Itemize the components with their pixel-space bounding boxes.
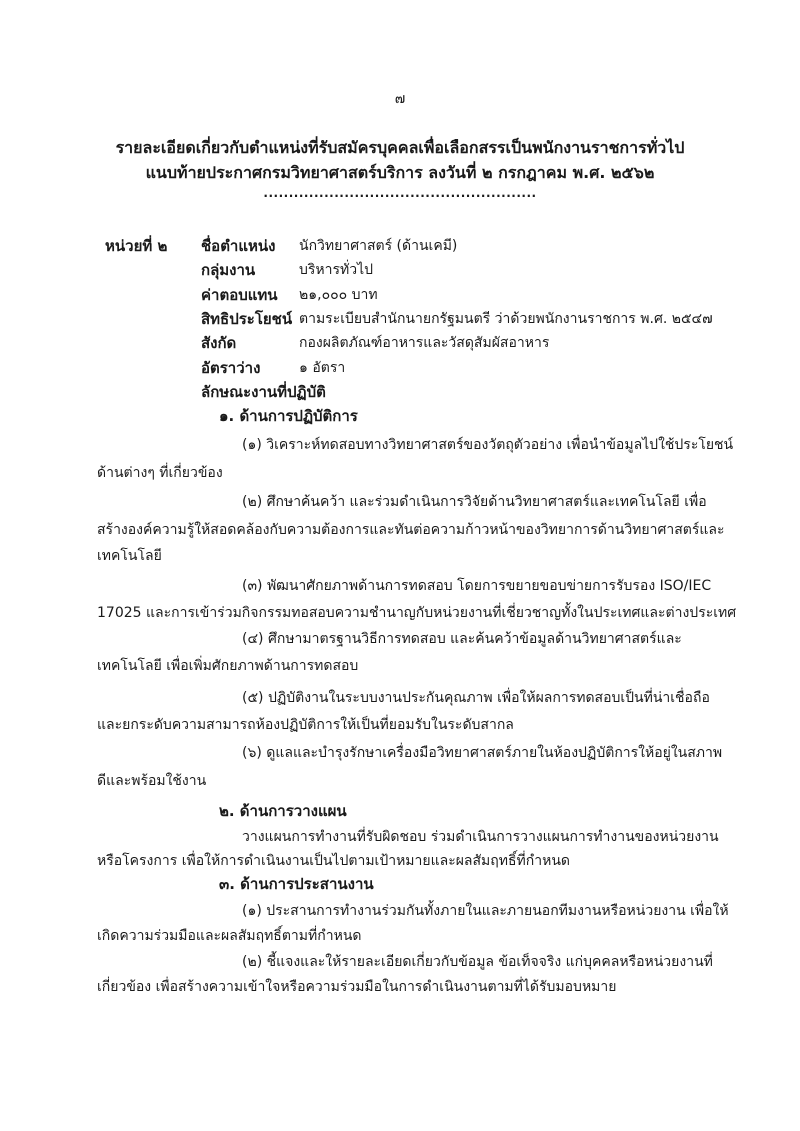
duty-line: 17025 และการเข้าร่วมกิจกรรมทอสอบความชำนาญกับหน่วยงานที่เชี่ยวชาญทั้งในประเทศและต่างประเทศ: [97, 605, 737, 621]
duty-line: ด้านต่างๆ ที่เกี่ยวข้อง: [97, 465, 223, 481]
field-label-group: กลุ่มงาน: [201, 261, 256, 279]
duty-line: วางแผนการทำงานที่รับผิดชอบ ร่วมดำเนินการวางแผนการทำงานของหน่วยงาน: [242, 829, 719, 845]
section-heading-operations: ๑. ด้านการปฏิบัติการ: [219, 407, 358, 425]
section-heading-planning: ๒. ด้านการวางแผน: [219, 802, 347, 820]
section-heading-coordination: ๓. ด้านการประสานงาน: [219, 875, 374, 893]
field-label-position: ชื่อตำแหน่ง: [201, 237, 276, 255]
field-value-benefits: ตามระเบียบสำนักนายกรัฐมนตรี ว่าด้วยพนักงานราชการ พ.ศ. ๒๕๔๗: [299, 311, 713, 327]
duties-label: ลักษณะงานที่ปฏิบัติ: [201, 383, 326, 401]
field-value-position: นักวิทยาศาสตร์ (ด้านเคมี): [299, 238, 458, 254]
duty-line: (๒) ศึกษาค้นคว้า และร่วมดำเนินการวิจัยด้านวิทยาศาสตร์และเทคโนโลยี เพื่อ: [242, 494, 707, 510]
field-label-compensation: ค่าตอบแทน: [201, 286, 278, 304]
field-label-affiliation: สังกัด: [201, 334, 237, 352]
duty-line: สร้างองค์ความรู้ให้สอดคล้องกับความต้องการและทันต่อความก้าวหน้าของวิทยาการด้านวิทยาศาสตร์และ: [97, 522, 725, 538]
duty-line: (๑) ประสานการทำงานร่วมกันทั้งภายในและภายนอกทีมงานหรือหน่วยงาน เพื่อให้: [242, 903, 729, 919]
duty-line: (๕) ปฏิบัติงานในระบบงานประกันคุณภาพ เพื่อให้ผลการทดสอบเป็นที่น่าเชื่อถือ: [242, 690, 710, 706]
field-value-affiliation: กองผลิตภัณฑ์อาหารและวัสดุสัมผัสอาหาร: [299, 335, 550, 351]
title-separator: ......................................................: [263, 186, 537, 200]
duty-line: (๒) ชี้แจงและให้รายละเอียดเกี่ยวกับข้อมูล ข้อเท็จจริง แก่บุคคลหรือหน่วยงานที่: [242, 954, 713, 970]
field-value-group: บริหารทั่วไป: [299, 262, 374, 278]
duty-line: (๖) ดูแลและบำรุงรักษาเครื่องมือวิทยาศาสตร์ภายในห้องปฏิบัติการให้อยู่ในสภาพ: [242, 745, 723, 761]
duty-line: เกิดความร่วมมือและผลสัมฤทธิ์ตามที่กำหนด: [97, 928, 362, 944]
field-label-benefits: สิทธิประโยชน์: [201, 310, 293, 328]
field-value-vacancies: ๑ อัตรา: [299, 360, 346, 376]
duty-line: (๔) ศึกษามาตรฐานวิธีการทดสอบ และค้นคว้าข้อมูลด้านวิทยาศาสตร์และ: [242, 631, 682, 647]
document-title-line-1: รายละเอียดเกี่ยวกับตำแหน่งที่รับสมัครบุคคลเพื่อเลือกสรรเป็นพนักงานราชการทั่วไป: [115, 138, 685, 157]
duty-line: (๑) วิเคราะห์ทดสอบทางวิทยาศาสตร์ของวัตถุตัวอย่าง เพื่อนำข้อมูลไปใช้ประโยชน์: [242, 437, 734, 453]
duty-line: เทคโนโลยี เพื่อเพิ่มศักยภาพด้านการทดสอบ: [97, 658, 359, 674]
duty-line: หรือโครงการ เพื่อให้การดำเนินงานเป็นไปตามเป้าหมายและผลสัมฤทธิ์ที่กำหนด: [97, 853, 570, 869]
duty-line: เกี่ยวข้อง เพื่อสร้างความเข้าใจหรือความร่วมมือในการดำเนินงานตามที่ได้รับมอบหมาย: [97, 979, 617, 995]
duty-line: (๓) พัฒนาศักยภาพด้านการทดสอบ โดยการขยายขอบข่ายการรับรอง ISO/IEC: [242, 578, 712, 594]
field-label-vacancies: อัตราว่าง: [201, 359, 261, 377]
duty-line: ดีและพร้อมใช้งาน: [97, 773, 207, 789]
page-number: ๗: [394, 91, 406, 107]
duty-line: เทคโนโลยี: [97, 548, 162, 564]
unit-label: หน่วยที่ ๒: [105, 237, 168, 255]
duty-line: และยกระดับความสามารถห้องปฏิบัติการให้เป็นที่ยอมรับในระดับสากล: [97, 717, 514, 733]
document-title-line-2: แนบท้ายประกาศกรมวิทยาศาสตร์บริการ ลงวันที่ ๒ กรกฎาคม พ.ศ. ๒๕๖๒: [145, 163, 655, 182]
field-value-compensation: ๒๑,๐๐๐ บาท: [299, 287, 378, 303]
